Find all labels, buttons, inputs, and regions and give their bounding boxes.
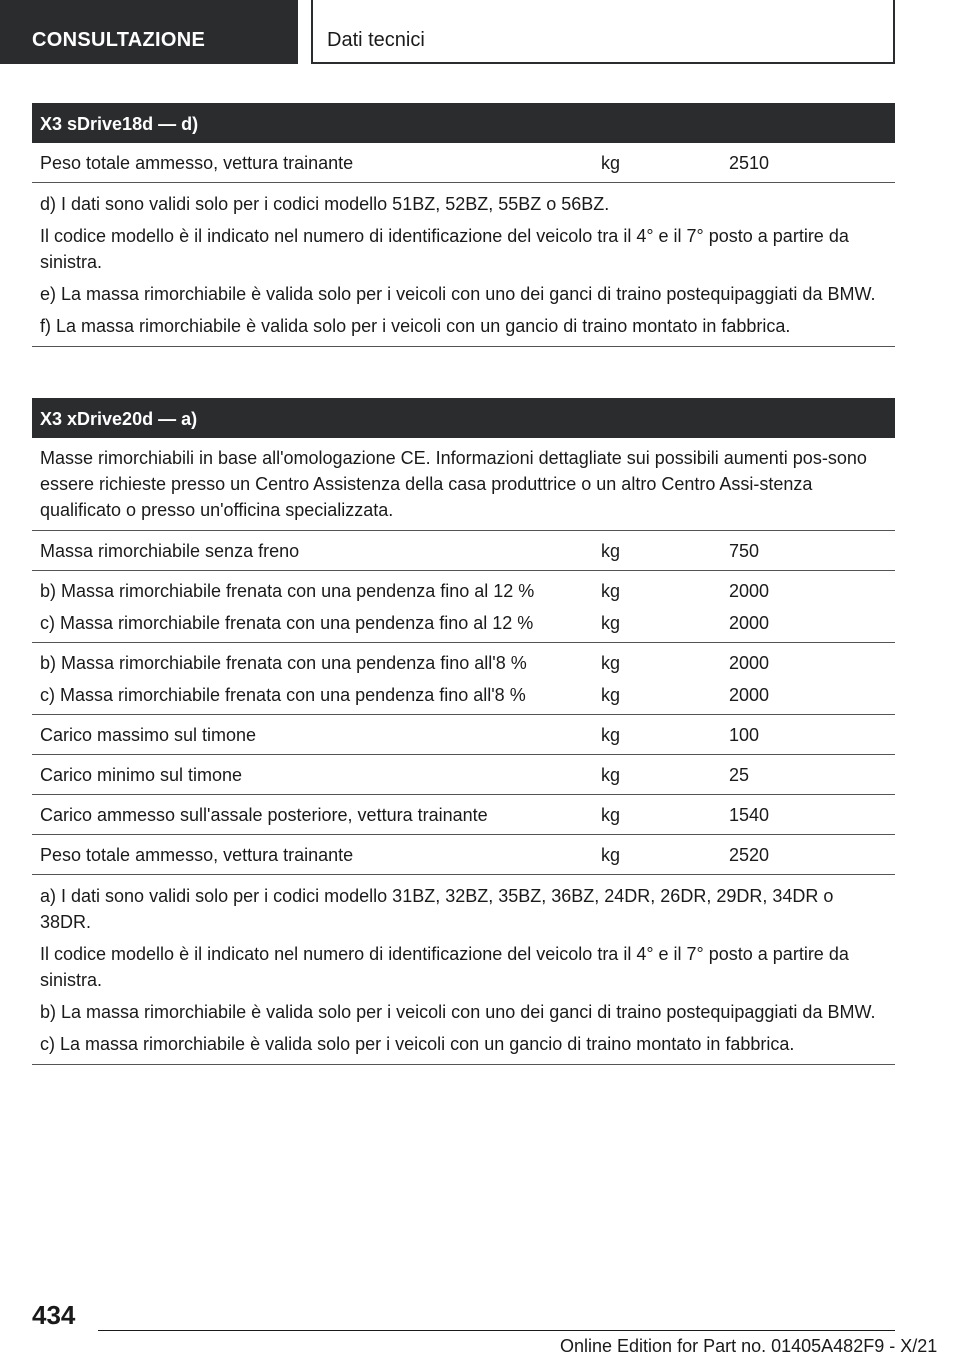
row-label: c) Massa rimorchiabile frenata con una pendenza fino all'8 % — [40, 685, 526, 705]
row-value: 25 — [729, 765, 750, 785]
edition-footer: Online Edition for Part no. 01405A482F9 - X/21 — [560, 1336, 938, 1356]
row-label: Peso totale ammesso, vettura trainante — [40, 845, 354, 865]
footnote: e) La massa rimorchiabile è valida solo per i veicoli con uno dei ganci di traino postequipaggiati da BMW. — [40, 284, 876, 304]
footnote: d) I dati sono validi solo per i codici modello 51BZ, 52BZ, 55BZ o 56BZ. — [40, 194, 610, 214]
table-row — [32, 795, 895, 835]
spec-table-sdrive18d — [32, 103, 895, 347]
section-label: CONSULTAZIONE — [32, 29, 206, 51]
footnote: a) I dati sono validi solo per i codici modello 31BZ, 32BZ, 35BZ, 36BZ, 24DR, 26DR, 29DR, 34DR o 38DR. — [40, 886, 834, 932]
table-heading: X3 xDrive20d — a) — [32, 398, 895, 438]
row-unit: kg — [601, 653, 621, 673]
spec-table-xdrive20d — [32, 398, 895, 1065]
page-number: 434 — [32, 1300, 76, 1330]
footnote: Il codice modello è il indicato nel numero di identificazione del veicolo tra il 4° e il 7° posto a partire da sinistra. — [40, 226, 849, 272]
table-row — [32, 143, 895, 183]
row-value: 2000 — [729, 613, 770, 633]
row-label: Peso totale ammesso, vettura trainante — [40, 153, 354, 173]
row-value: 2510 — [729, 153, 770, 173]
row-value: 2520 — [729, 845, 770, 865]
table-heading: X3 sDrive18d — d) — [32, 103, 895, 143]
footnote: Il codice modello è il indicato nel numero di identificazione del veicolo tra il 4° e il 7° posto a partire da sinistra. — [40, 944, 849, 990]
footnote: b) La massa rimorchiabile è valida solo per i veicoli con uno dei ganci di traino postequipaggiati da BMW. — [40, 1002, 876, 1022]
row-value: 2000 — [729, 581, 770, 601]
table-row — [32, 531, 895, 571]
row-unit: kg — [601, 765, 621, 785]
row-label: Carico ammesso sull'assale posteriore, vettura trainante — [40, 805, 488, 825]
footnotes — [32, 183, 895, 347]
row-label: b) Massa rimorchiabile frenata con una pendenza fino all'8 % — [40, 653, 527, 673]
row-value: 750 — [729, 541, 760, 561]
row-unit: kg — [601, 613, 621, 633]
row-value: 2000 — [729, 685, 770, 705]
row-label: c) Massa rimorchiabile frenata con una pendenza fino al 12 % — [40, 613, 534, 633]
row-value: 2000 — [729, 653, 770, 673]
page-title-box — [311, 0, 895, 64]
row-unit: kg — [601, 153, 621, 173]
row-value: 100 — [729, 725, 760, 745]
row-label: b) Massa rimorchiabile frenata con una pendenza fino al 12 % — [40, 581, 535, 601]
table-row — [32, 835, 895, 875]
footnotes — [32, 875, 895, 1065]
row-value: 1540 — [729, 805, 770, 825]
row-label: Massa rimorchiabile senza freno — [40, 541, 300, 561]
footer-divider — [98, 1330, 895, 1331]
table-row — [32, 571, 895, 643]
row-label: Carico massimo sul timone — [40, 725, 257, 745]
row-unit: kg — [601, 845, 621, 865]
row-unit: kg — [601, 805, 621, 825]
row-unit: kg — [601, 685, 621, 705]
table-intro: Masse rimorchiabili in base all'omologazione CE. Informazioni dettagliate sui possibili aumenti pos-sono essere richieste presso un Centro Assistenza della casa produttrice o un altro Centro Assi-stenza qualificato o presso un'officina specializzata. — [32, 438, 895, 531]
table-row — [32, 643, 895, 715]
section-tab — [0, 0, 298, 64]
row-unit: kg — [601, 541, 621, 561]
page-title: Dati tecnici — [327, 29, 425, 51]
table-row — [32, 755, 895, 795]
row-unit: kg — [601, 725, 621, 745]
row-label: Carico minimo sul timone — [40, 765, 243, 785]
footnote: f) La massa rimorchiabile è valida solo per i veicoli con un gancio di traino montato in fabbrica. — [40, 316, 791, 336]
row-unit: kg — [601, 581, 621, 601]
table-row — [32, 715, 895, 755]
footnote: c) La massa rimorchiabile è valida solo per i veicoli con un gancio di traino montato in fabbrica. — [40, 1034, 795, 1054]
